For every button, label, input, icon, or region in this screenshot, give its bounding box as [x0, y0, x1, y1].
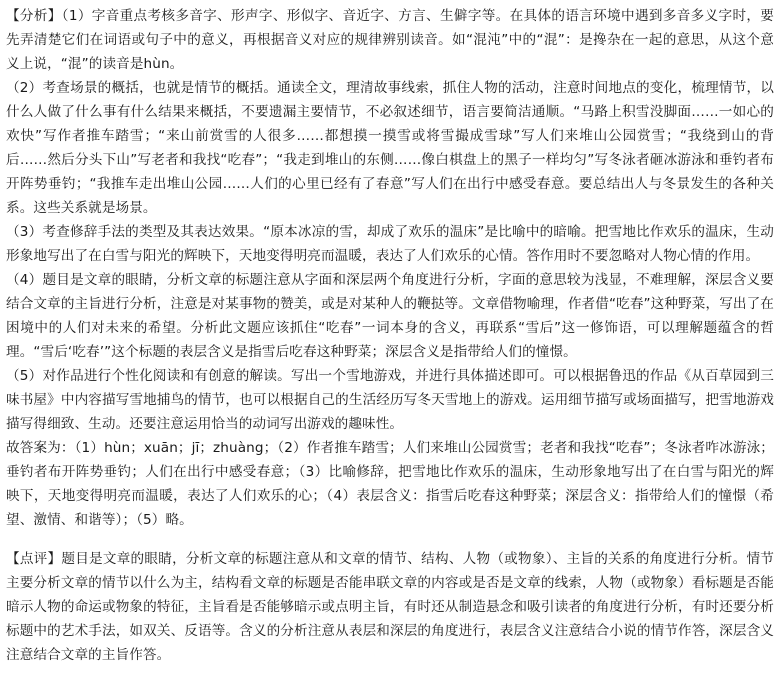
analysis-paragraph-5: （5）对作品进行个性化阅读和有创意的解读。写出一个雪地游戏，并进行具体描述即可。可以根据鲁迅的作品《从百草园到三味书屋》中内容描写雪地捕鸟的情节，也可以根据自己的生活经历写冬天雪地上的游戏。运用细节描写或场面描写，把雪地游戏描写得细致、生动。还要注意运用恰当的动词写出游戏的趣味性。 [6, 368, 774, 432]
comment-tag: 【点评】 [6, 551, 62, 567]
analysis-paragraph-2: （2）考查场景的概括，也就是情节的概括。通读全文，理清故事线索，抓住人物的活动，注意时间地点的变化，梳理情节，以什么人做了什么事有什么结果来概括，不要遗漏主要情节，不必叙述细节，语言要简洁通顺。“马路上积雪没脚面……一如心的欢快”写作者推车踏雪；“来山前赏雪的人很多……都想摸一摸雪或将雪撮成雪球”写人们来堆山公园赏雪；“我绕到山的背后……然后分头下山”写老者和我找“吃春”；“我走到堆山的东侧……像白棋盘上的黑子一样均匀”写冬泳者砸冰游泳和垂钓者布开阵势垂钓；“我推车走出堆山公园……人们的心里已经有了春意”写人们在出行中感受春意。要总结出人与冬景发生的各种关系。这些关系就是场景。 [6, 80, 774, 216]
comment-text: 题目是文章的眼睛，分析文章的标题注意从和文章的情节、结构、人物（或物象）、主旨的关系的角度进行分析。情节主要分析文章的情节以什么为主，结构看文章的标题是否能串联文章的内容或是否是文章的线索，人物（或物象）看标题是否能暗示人物的命运或物象的特征，主旨看是否能够暗示或点明主旨，有时还从制造悬念和吸引读者的角度进行分析，有时还要分析标题中的艺术手法，如双关、反语等。含义的分析注意从表层和深层的角度进行，表层含义注意结合小说的情节作答，深层含义注意结合文章的主旨作答。 [6, 551, 774, 663]
analysis-tag: 【分析】 [6, 8, 62, 24]
analysis-text-1: （1）字音重点考核多音字、形声字、形似字、音近字、方言、生僻字等。在具体的语言环境中遇到多音多义字时，要先弄清楚它们在词语或句子中的意义，再根据音义对应的规律辨别读音。如“混沌”中的“混”：是搀杂在一起的意思，从这个意义上说，“混”的读音是hùn。 [6, 8, 774, 72]
answer-paragraph: 故答案为：（1）hùn；xuān；jī；zhuàng；（2）作者推车踏雪；人们来堆山公园赏雪；老者和我找“吃春”；冬泳者咋冰游泳；垂钓者布开阵势垂钓；人们在出行中感受春意；（3）比喻修辞，把雪地比作欢乐的温床，生动形象地写出了在白雪与阳光的辉映下，天地变得明亮而温暖，表达了人们欢乐的心；（4）表层含义：指雪后吃春这种野菜；深层含义：指带给人们的憧憬（希望、激情、和谐等）；（5）略。 [6, 440, 774, 528]
comment-paragraph [6, 547, 774, 667]
analysis-paragraph-1 [6, 4, 774, 76]
analysis-paragraph-3: （3）考查修辞手法的类型及其表达效果。“原本冰凉的雪，却成了欢乐的温床”是比喻中的暗喻。把雪地比作欢乐的温床，生动形象地写出了在白雪与阳光的辉映下，天地变得明亮而温暖，表达了人们欢乐的心情。答作用时不要忽略对人物心情的作用。 [6, 224, 774, 264]
comment-section [6, 547, 774, 667]
analysis-paragraph-4: （4）题目是文章的眼睛，分析文章的标题注意从字面和深层两个角度进行分析，字面的意思较为浅显，不难理解，深层含义要结合文章的主旨进行分析，注意是对某事物的赞美，或是对某种人的鞭挞等。文章借物喻理，作者借“吃春”这种野菜，写出了在困境中的人们对未来的希望。分析此文题应该抓住“吃春”一词本身的含义，再联系“雪后”这一修饰语，可以理解题蕴含的哲理。“雪后‘吃春’”这个标题的表层含义是指雪后吃春这种野菜；深层含义是指带给人们的憧憬。 [6, 272, 774, 360]
analysis-section [6, 4, 774, 532]
